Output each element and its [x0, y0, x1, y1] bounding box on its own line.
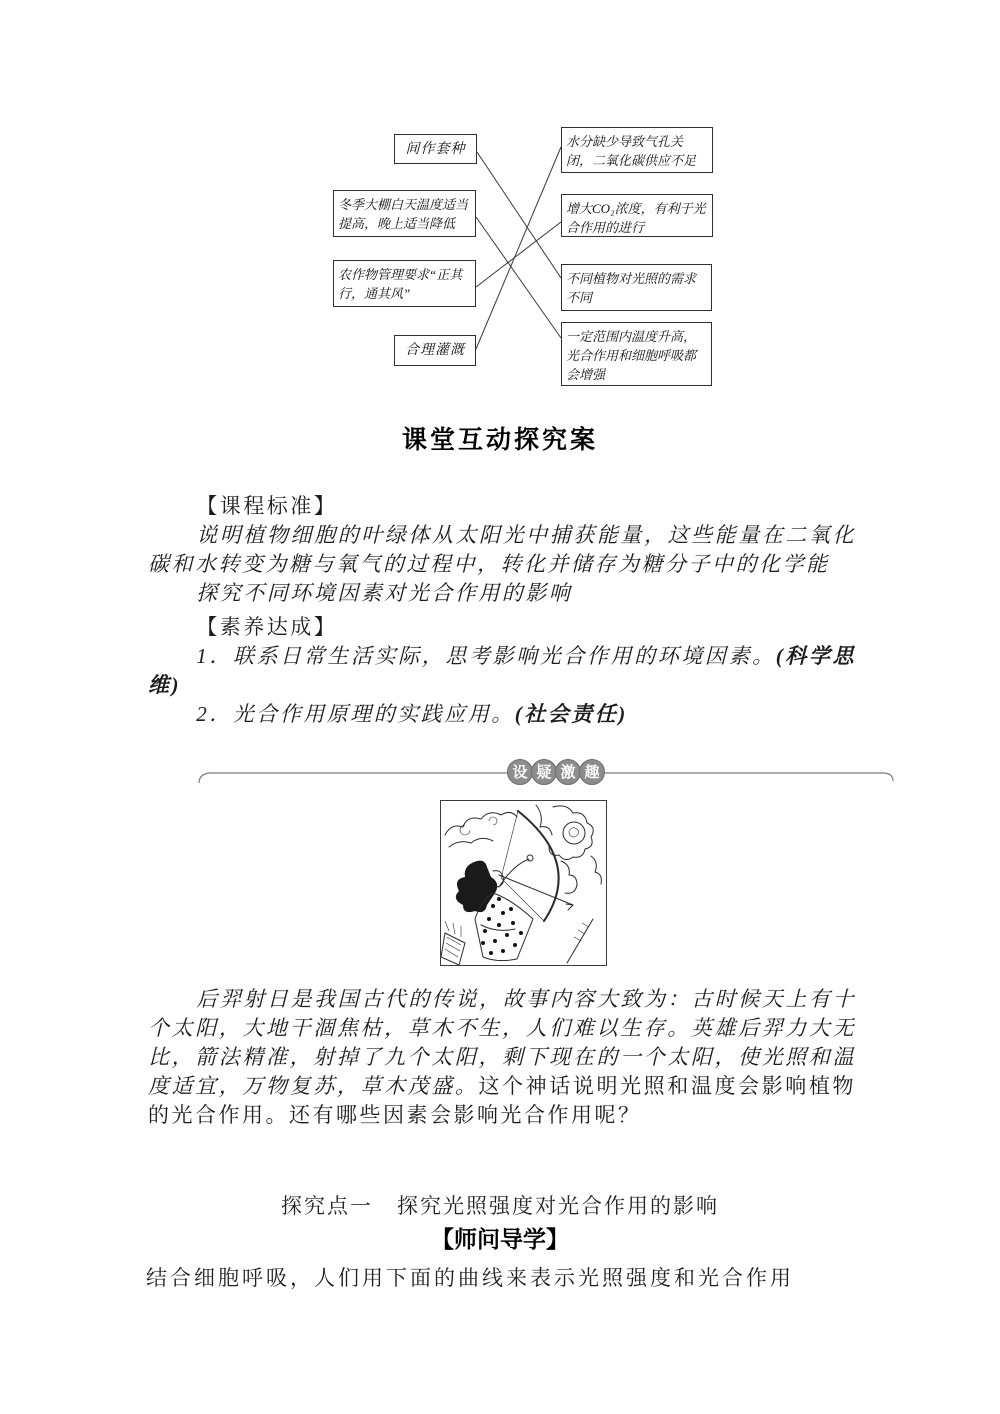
standards-paragraph-1: 说明植物细胞的叶绿体从太阳光中捕获能量，这些能量在二氧化碳和水转变为糖与氧气的过程中，转化并储存为糖分子中的化学能	[148, 523, 856, 576]
divider-line-left	[199, 773, 508, 783]
literacy-item-1-tag: (科学思维)	[148, 644, 857, 697]
divider-line-right	[605, 773, 893, 781]
exploration-point-title: 探究光照强度对光合作用的影响	[397, 1194, 719, 1218]
section-divider	[196, 756, 896, 790]
matching-diagram	[333, 127, 715, 393]
exploration-point-heading	[0, 1190, 1000, 1220]
standards-section	[148, 492, 856, 729]
badge-char-4: 趣	[584, 764, 600, 781]
diagram-box-right-2: 增大CO₂浓度，有利于光合作用的进行	[561, 194, 713, 237]
connector-line-4	[476, 147, 561, 349]
badge-char-1: 设	[512, 764, 528, 781]
page-title: 课堂互动探究案	[401, 426, 598, 454]
badge-char-2: 疑	[536, 764, 552, 781]
standards-paragraph-2: 探究不同环境因素对光合作用的影响	[196, 581, 573, 605]
diagram-box-left-4: 合理灌溉	[394, 335, 476, 366]
literacy-item-2-text: 2．光合作用原理的实践应用。	[196, 702, 515, 726]
story-paragraph	[148, 985, 856, 1130]
literacy-item-1	[148, 642, 856, 700]
houyi-illustration	[440, 800, 607, 966]
teacher-guide-heading: 【师问导学】	[431, 1226, 569, 1252]
lead-sentence: 结合细胞呼吸，人们用下面的曲线来表示光照强度和光合作用	[146, 1267, 794, 1290]
diagram-box-left-2: 冬季大棚白天温度适当提高，晚上适当降低	[333, 190, 476, 237]
diagram-box-right-4: 一定范围内温度升高，光合作用和细胞呼吸都会增强	[561, 322, 712, 386]
story-song-text: 这个神话说明光照和温度会影响植物的光合作用。还有哪些因素会影响光合作用呢？	[148, 1074, 857, 1127]
story-kai-text: 后羿射日是我国古代的传说，故事内容大致为：古时候天上有十个太阳，大地干涸焦枯，草木不生，人们难以生存。英雄后羿力大无比，箭法精准，射掉了九个太阳，剩下现在的一个太阳，使光照和温度适宜，万物复苏，草木茂盛。	[148, 987, 856, 1098]
standards-heading: 【课程标准】	[196, 494, 338, 518]
diagram-box-right-1: 水分缺少导致气孔关闭，二氧化碳供应不足	[561, 127, 713, 173]
badge-char-3: 激	[560, 764, 576, 781]
diagram-box-left-1: 间作套种	[394, 134, 477, 164]
connector-line-1	[477, 152, 561, 278]
literacy-item-2	[148, 700, 856, 729]
literacy-heading: 【素养达成】	[196, 615, 338, 639]
diagram-box-left-3: 农作物管理要求“正其行，通其风”	[333, 260, 476, 307]
exploration-point-label: 探究点一	[281, 1194, 373, 1218]
diagram-box-right-3: 不同植物对光照的需求不同	[561, 264, 712, 311]
literacy-item-2-tag: (社会责任)	[514, 702, 628, 726]
literacy-item-1-text: 1．联系日常生活实际，思考影响光合作用的环境因素。	[196, 644, 776, 668]
